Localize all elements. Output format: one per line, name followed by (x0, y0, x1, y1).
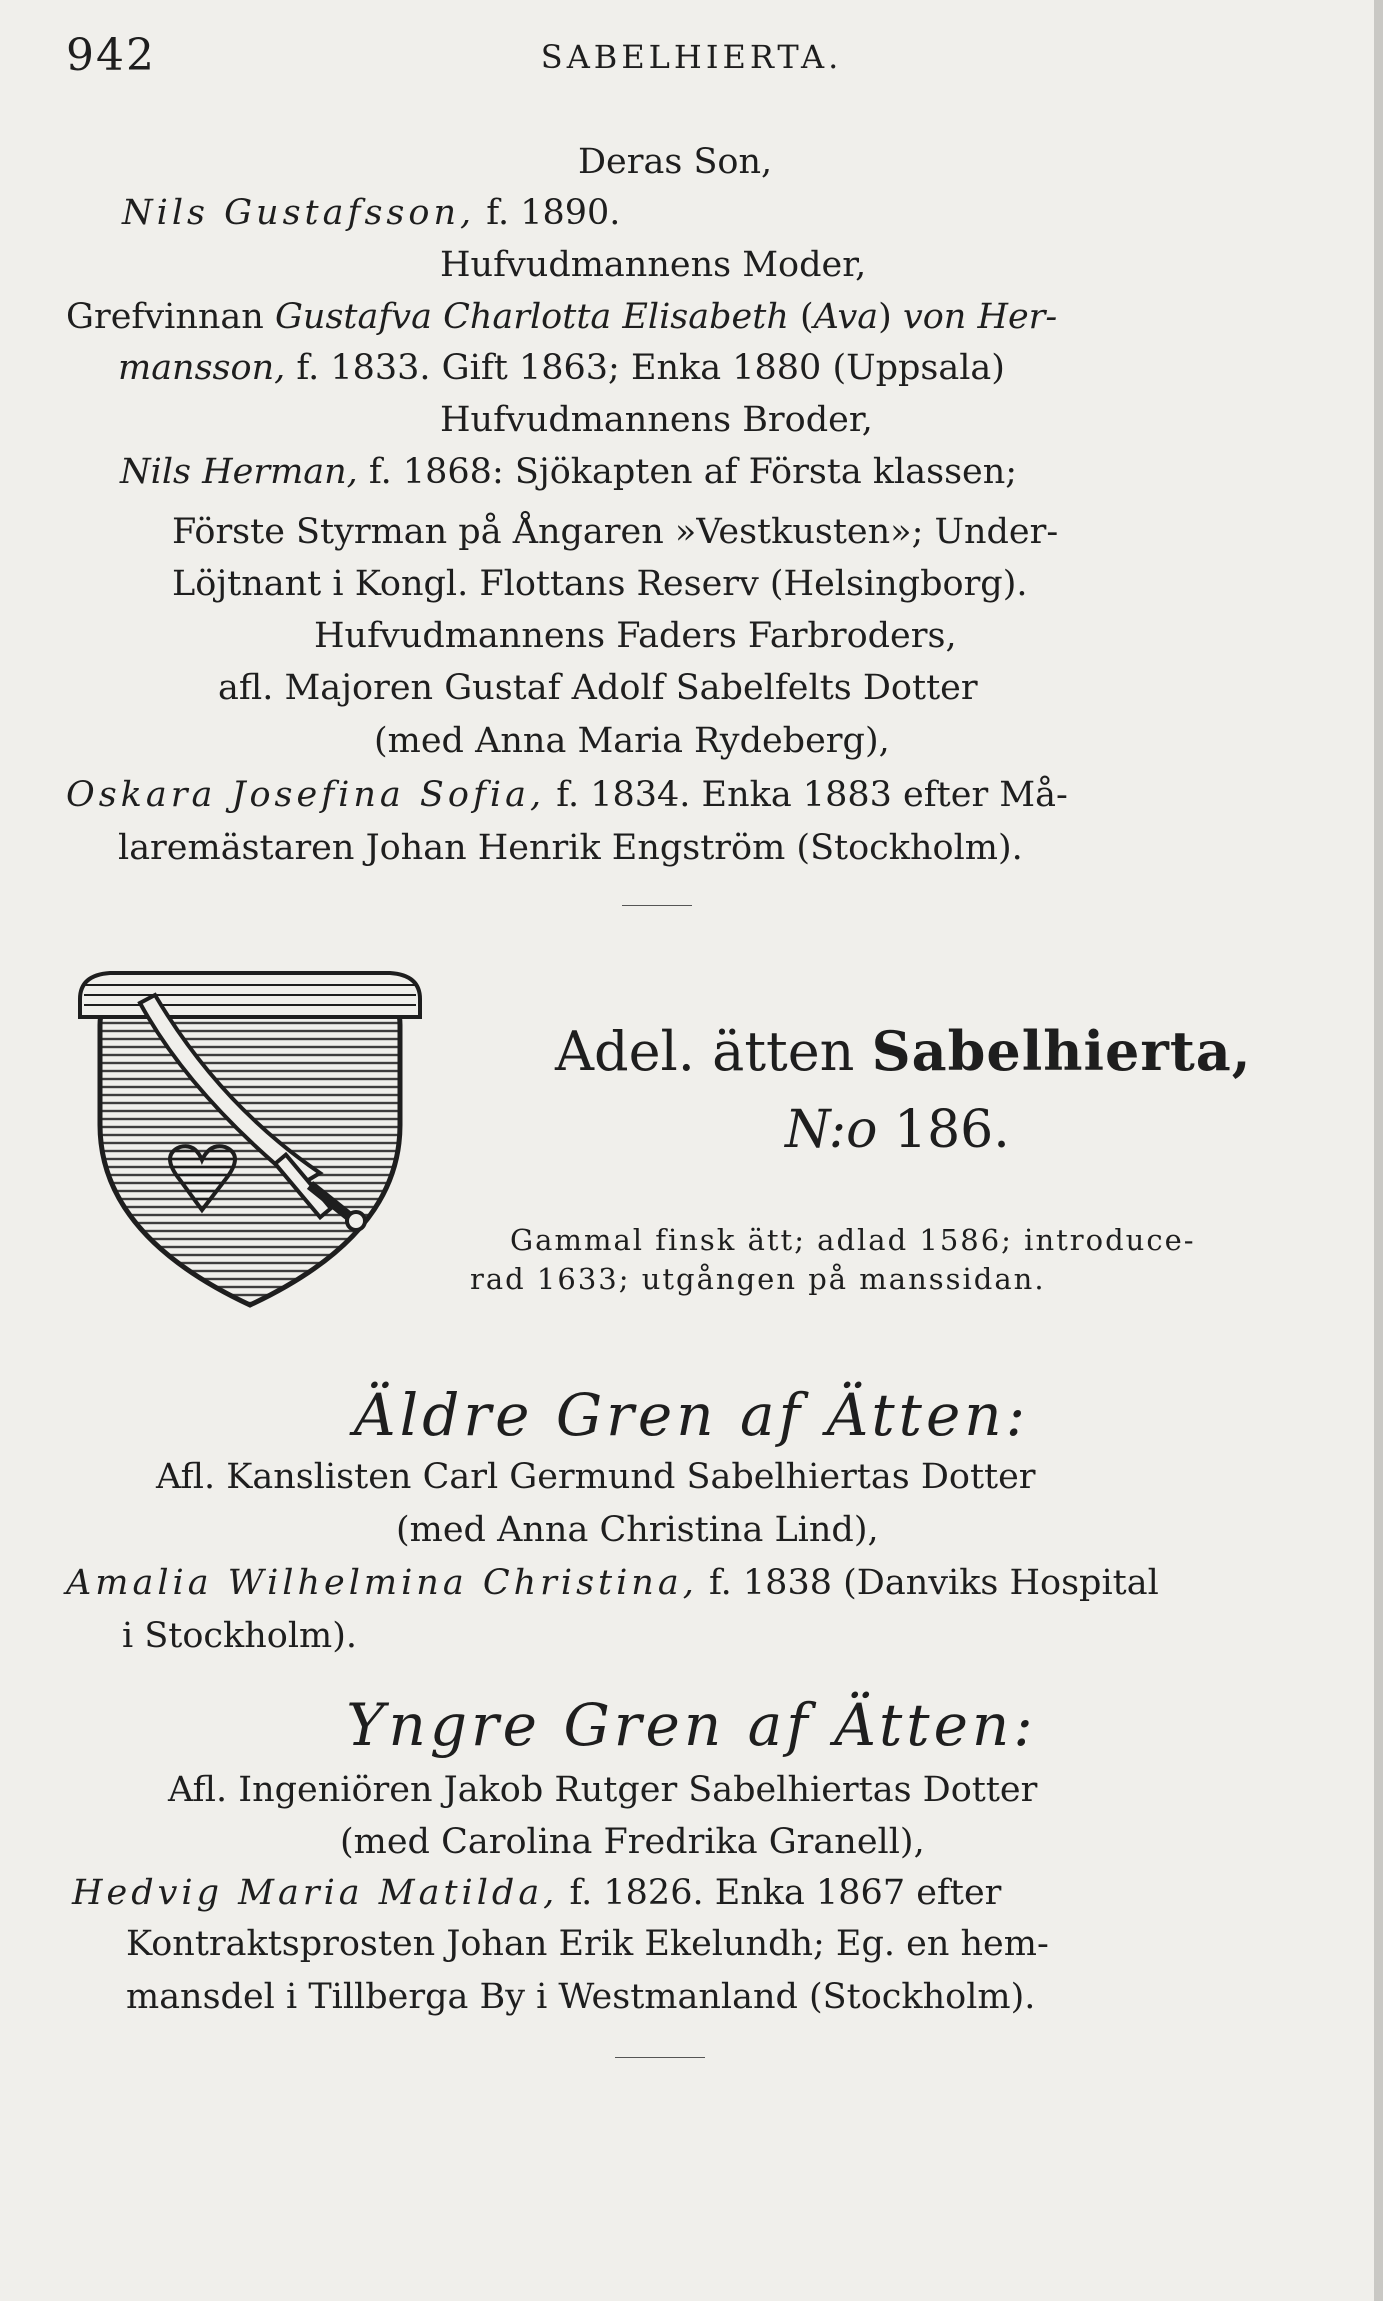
text-span: N:o (785, 1100, 878, 1160)
text-line (72, 1871, 1001, 1915)
text-line (118, 346, 1005, 390)
text-line: Hufvudmannens Faders Farbroders, (314, 616, 957, 656)
page-edge (1374, 0, 1383, 2301)
text-span: f. 1833. Gift 1863; Enka 1880 (Uppsala) (285, 348, 1005, 388)
separator-rule (622, 905, 692, 906)
text-span: Adel. ätten (555, 1020, 872, 1083)
family-description: rad 1633; utgången på manssidan. (470, 1262, 1046, 1296)
text-line (66, 773, 1068, 817)
family-heading (555, 1018, 1252, 1085)
text-span: f. 1838 (Danviks Hospital (697, 1563, 1159, 1603)
family-description: Gammal finsk ätt; adlad 1586; introduce- (510, 1223, 1196, 1257)
text-line: Hufvudmannens Broder, (440, 400, 873, 440)
text-line: Deras Son, (578, 142, 773, 182)
text-line (120, 450, 1017, 494)
text-span: 186. (877, 1100, 1010, 1160)
section-heading: Yngre Gren af Ätten: (346, 1691, 1037, 1759)
section-heading: Äldre Gren af Ätten: (353, 1381, 1030, 1449)
person-name: Nils Gustafsson, (122, 193, 476, 233)
person-name: Nils Herman, (120, 452, 358, 492)
text-span: f. 1826. Enka 1867 efter (558, 1873, 1002, 1913)
text-line: (med Anna Maria Rydeberg), (374, 721, 890, 761)
family-name: Sabelhierta, (871, 1019, 1252, 1083)
text-line (66, 1561, 1159, 1605)
text-line: afl. Majoren Gustaf Adolf Sabelfelts Dotter (218, 668, 978, 708)
family-number (785, 1098, 1010, 1162)
text-line: Förste Styrman på Ångaren »Vestkusten»; Under- (172, 512, 1059, 552)
text-line: (med Carolina Fredrika Granell), (340, 1822, 925, 1862)
person-name: Hedvig Maria Matilda, (72, 1873, 559, 1913)
person-name: von Her- (902, 297, 1058, 337)
person-name: Amalia Wilhelmina Christina, (66, 1563, 698, 1603)
text-line: Kontraktsprosten Johan Erik Ekelundh; Eg. en hem- (126, 1924, 1049, 1964)
text-line: (med Anna Christina Lind), (396, 1510, 879, 1550)
running-title: SABELHIERTA. (540, 38, 843, 76)
person-name: Oskara Josefina Sofia, (66, 775, 546, 815)
separator-rule (615, 2057, 705, 2058)
text-span: Grefvinnan (66, 297, 275, 337)
coat-of-arms-icon (70, 955, 430, 1315)
text-span: f. 1834. Enka 1883 efter Må- (545, 775, 1068, 815)
text-span: ( (788, 297, 814, 337)
page-number: 942 (66, 30, 156, 81)
text-line (66, 295, 1057, 339)
text-span: ) (878, 297, 903, 337)
text-line: Hufvudmannens Moder, (440, 245, 867, 285)
text-span: f. 1890. (475, 193, 621, 233)
text-span: f. 1868: Sjökapten af Första klassen; (357, 452, 1018, 492)
text-line: i Stockholm). (122, 1616, 358, 1656)
text-line: Afl. Ingeniören Jakob Rutger Sabelhiertas Dotter (168, 1770, 1038, 1810)
text-line: laremästaren Johan Henrik Engström (Stockholm). (118, 828, 1023, 868)
text-line: mansdel i Tillberga By i Westmanland (Stockholm). (126, 1977, 1036, 2017)
person-name: Ava (813, 297, 879, 337)
text-line (122, 191, 620, 235)
person-name: Gustafva Charlotta Elisabeth (274, 297, 789, 337)
text-line: Afl. Kanslisten Carl Germund Sabelhiertas Dotter (156, 1457, 1036, 1497)
person-name: mansson, (118, 348, 286, 388)
text-line: Löjtnant i Kongl. Flottans Reserv (Helsingborg). (172, 564, 1028, 604)
